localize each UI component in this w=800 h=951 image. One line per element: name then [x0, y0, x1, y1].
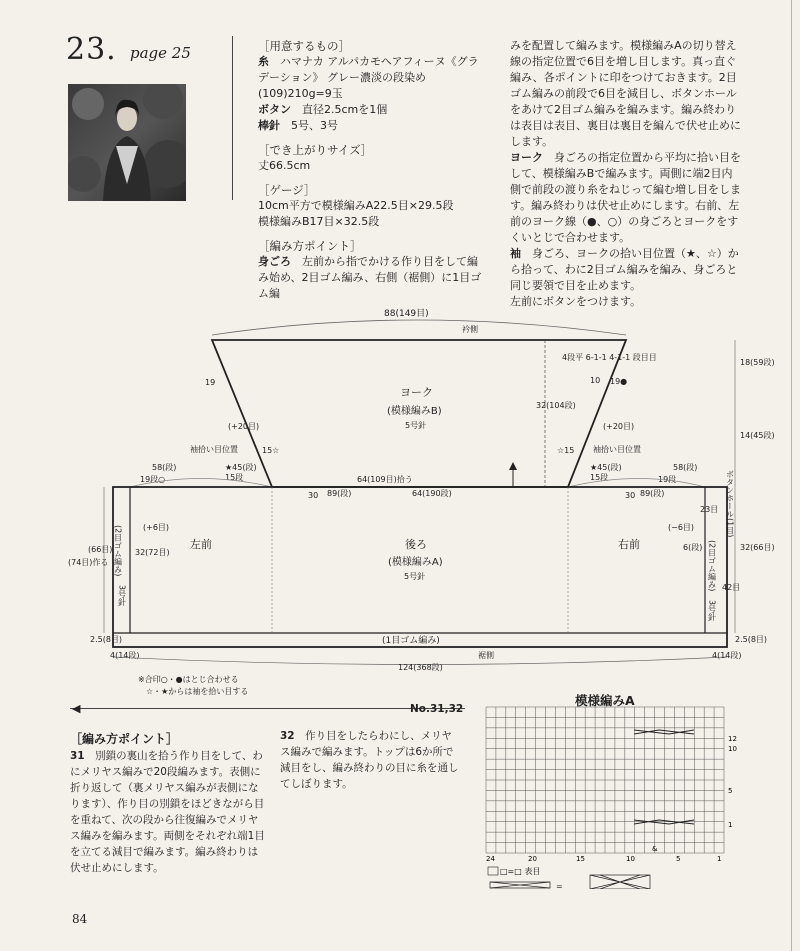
points-body [258, 254, 486, 302]
n45-right: ★45(段) [590, 463, 622, 472]
materials-column [258, 38, 486, 302]
n89-left: 89(段) [327, 489, 352, 498]
right-42: 42目 [722, 583, 741, 592]
plus6: (+6目) [143, 523, 170, 532]
body-text: 左前から指でかける作り目をして編み始め、2目ゴム編み、右側（裾側）に1目ゴム編 [258, 255, 482, 300]
button-line [258, 102, 486, 118]
legend-line-2: ☆・★からは袖を拾い目する [146, 687, 249, 696]
n15-left: 15☆ [262, 446, 280, 455]
right-14-45: 14(45段) [740, 431, 775, 440]
plus20-left: (+20目) [228, 422, 260, 431]
n30-left: 30 [308, 491, 319, 500]
n19-left: 19 [205, 378, 216, 387]
cable-legend-icon [490, 875, 650, 889]
n30-right: 30 [625, 491, 636, 500]
size-heading: ［でき上がりサイズ］ [258, 143, 373, 157]
hem-width: 124(368段) [398, 663, 443, 672]
yoke-text: 身ごろの指定位置から平均に拾い目をして、模様編みBで編みます。両側に端2目内側で前段の渡り糸をねじって編む増し目をします。編み終わりは伏せ止めにします。右前、左前のヨーク線（●、○）の身ごろとヨークをすくいとじで合わせます。 [510, 151, 741, 244]
sleeve-text: 身ごろ、ヨークの拾い目位置（★、☆）から拾って、わに2目ゴム編みを編み、身ごろと同じ要領で目を止めます。 [510, 247, 739, 292]
item-32-number: 32 [280, 730, 295, 742]
left-66: (66目) [88, 545, 113, 554]
materials-heading: ［用意するもの］ [258, 39, 350, 53]
back-needle: 5号針 [404, 572, 426, 581]
right-ribbing-needle: 3号針 [707, 600, 717, 622]
item-32-text: 作り目をしたらわにし、メリヤス編みで編みます。トップは6か所で減目をし、編み終わりの目に糸を通してしぼります。 [280, 730, 459, 790]
yoke-needle: 5号針 [405, 421, 427, 430]
ribbing-bottom: (1目ゴム編み) [382, 636, 440, 646]
gauge-line-2: 模様編みB17目×32.5段 [258, 215, 380, 228]
needle-text: 5号、3号 [291, 119, 338, 132]
left-25-8: 2.5(8目) [90, 635, 123, 644]
back-label: 後ろ [405, 538, 427, 551]
legend-box-icon [488, 867, 498, 875]
right-4-14: 4(14段) [712, 651, 742, 660]
yarn-label: 糸 [258, 55, 269, 68]
n15-right: ☆15 [557, 446, 575, 455]
left-4-14: 4(14段) [110, 651, 140, 660]
n10: 10 [590, 376, 601, 385]
left-front-label: 左前 [190, 538, 212, 551]
yoke-pattern: (模様編みB) [387, 406, 442, 417]
hem-side: 裾側 [478, 651, 494, 660]
n19o-left: 19段○ [140, 475, 166, 484]
row-label-5: 5 [728, 787, 733, 795]
col-label-amp: & [652, 845, 658, 853]
gauge-line-1: 10cm平方で模様編みA22.5目×29.5段 [258, 199, 454, 212]
yarn-text: ハマナカ アルパカモヘアフィーヌ《グラデーション》 グレー濃淡の段染め(109)210g=9玉 [258, 55, 479, 100]
col-label-1: 1 [717, 855, 722, 863]
n15-small-left: 15段 [225, 473, 244, 482]
right-23: 23目 [700, 505, 719, 514]
right-front-label: 右前 [618, 538, 640, 551]
left-74: (74目)作る [68, 558, 109, 567]
n19o-right: 19段 [658, 475, 677, 484]
back-pattern: (模様編みA) [388, 557, 443, 568]
instructions-column [510, 38, 742, 310]
needle-label: 棒針 [258, 119, 280, 132]
col-label-5: 5 [676, 855, 681, 863]
n58-right: 58(段) [673, 463, 698, 472]
model-photo [68, 84, 186, 201]
button-text: 直径2.5cmを1個 [302, 103, 388, 116]
row-label-10: 10 [728, 745, 737, 753]
top-width-label: 88(149目) [384, 309, 429, 319]
pattern-number: 23. [66, 32, 117, 67]
left-32-72: 32(72目) [135, 548, 170, 557]
row-label-1: 1 [728, 821, 733, 829]
points-heading: ［編み方ポイント］ [258, 239, 362, 253]
sleeve-instructions [510, 246, 742, 294]
right-25-8: 2.5(8目) [735, 635, 768, 644]
right-18-59: 18(59段) [740, 358, 775, 367]
center-rows: 64(190段) [412, 489, 452, 498]
yoke-height: 32(104段) [536, 401, 576, 410]
n45-left: ★45(段) [225, 463, 257, 472]
n19-bullet: 19● [610, 377, 628, 386]
col-label-24: 24 [486, 855, 495, 863]
page-edge [791, 0, 792, 951]
minus6: (−6目) [668, 523, 695, 532]
item-31 [70, 748, 268, 876]
left-ribbing-needle: 3号針 [117, 585, 127, 607]
n89-right: 89(段) [640, 489, 665, 498]
col-label-15: 15 [576, 855, 585, 863]
chart-legend: □=□ 表目 [500, 867, 541, 876]
item-ref: No.31,32 [410, 703, 464, 715]
item-32 [280, 728, 462, 792]
right-32-66: 32(66目) [740, 543, 775, 552]
n58-left: 58(段) [152, 463, 177, 472]
page-number: 84 [72, 912, 88, 926]
sleeve-label: 袖 [510, 247, 521, 260]
yoke-label: ヨーク [510, 151, 543, 164]
pickup-center: 64(109目)拾う [357, 475, 413, 484]
col-label-20: 20 [528, 855, 537, 863]
right-ribbing-label: (2目ゴム編み) [707, 540, 717, 592]
needle-line [258, 118, 486, 134]
yoke-title: ヨーク [400, 386, 433, 399]
gauge-heading: ［ゲージ］ [258, 183, 316, 197]
button-note: 左前にボタンをつけます。 [510, 295, 642, 308]
item-31-number: 31 [70, 750, 85, 762]
column-divider [232, 36, 233, 200]
lower-heading: ［編み方ポイント］ [70, 732, 179, 746]
yarn-line [258, 54, 486, 102]
button-label: ボタン [258, 103, 291, 116]
plus20-right: (+20目) [603, 422, 635, 431]
button-hole: ボタンホール(1目) [725, 470, 735, 538]
legend-line-1: ※合印○・●はとじ合わせる [138, 675, 239, 684]
sleeve-pickup-left: 袖拾い目位置 [190, 445, 238, 454]
right-6: 6(段) [683, 543, 703, 552]
col-label-10: 10 [626, 855, 635, 863]
n15-small-right: 15段 [590, 473, 609, 482]
increase-note: 4段平 6-1-1 4-1-1 段目目 [562, 353, 657, 362]
chart-title: 模様編みA [575, 693, 635, 708]
svg-text:=: = [556, 882, 563, 889]
body-label: 身ごろ [258, 255, 291, 268]
schematic-diagram [0, 300, 800, 700]
page-reference: page 25 [130, 44, 191, 62]
item-31-text: 別鎖の裏山を拾う作り目をして、わにメリヤス編みで20段編みます。表側に折り返して（裏メリヤス編みが表側になります）、作り目の別鎖をほどきながら目を重ねて、次の段から往復編みでメリヤス編みを編みます。両側をそれぞれ端1目を立てる減目で編みます。編み終わりは伏せ止めにします。 [70, 750, 265, 874]
yoke-instructions [510, 150, 742, 246]
instructions-p1: みを配置して編みます。模様編みAの切り替え線の指定位置で6目を増し目します。真っ直ぐ編み、各ポイントに印をつけておきます。2目ゴム編みの前段で6目を減目し、ボタンホールをあけて2目ゴム編みを編みます。編み終わりは表目は表目、裏目は裏目を編んで伏せ止めにします。 [510, 39, 741, 148]
stitch-chart [484, 703, 744, 889]
lower-divider [70, 708, 465, 709]
sleeve-pickup-right: 袖拾い目位置 [593, 445, 641, 454]
left-ribbing-label: (2目ゴム編み) [113, 525, 123, 577]
size-text: 丈66.5cm [258, 159, 311, 172]
collar-side-label: 衿側 [462, 325, 478, 334]
back-arrow-icon: ◀ [72, 702, 81, 715]
row-label-12: 12 [728, 735, 737, 743]
